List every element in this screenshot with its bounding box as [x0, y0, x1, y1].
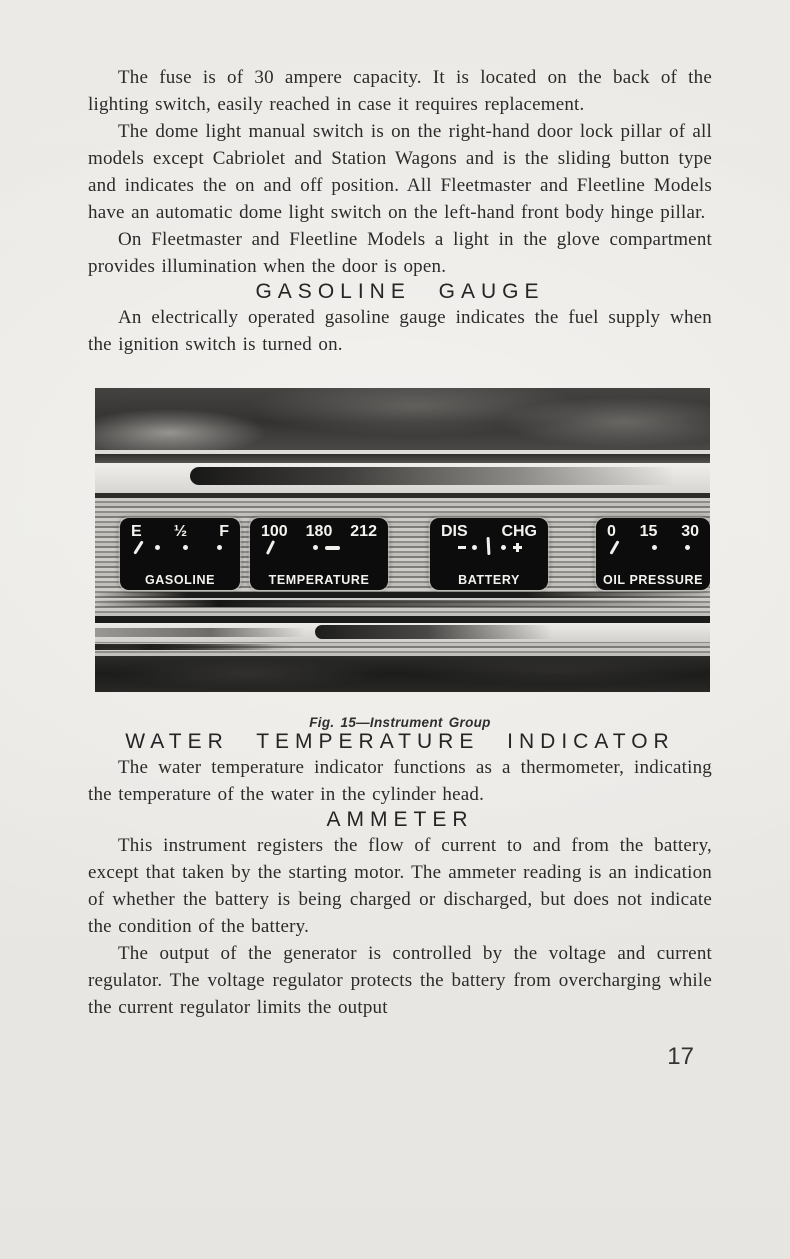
page-number: 17	[667, 1043, 694, 1070]
oil-scale-15: 15	[639, 523, 658, 540]
gasoline-gauge	[120, 518, 240, 590]
gasoline-gauge-window	[127, 523, 233, 571]
temperature-tick-dot	[313, 545, 318, 550]
lower-chrome-band	[95, 623, 710, 642]
gasoline-tick-dot	[155, 545, 160, 550]
temperature-tick-dash	[325, 546, 340, 550]
gasoline-tick-dot	[217, 545, 222, 550]
oil-scale-30: 30	[681, 523, 699, 540]
gasoline-needle	[133, 540, 143, 554]
upper-chrome-band	[95, 463, 710, 493]
paragraph-dome-light: The dome light manual switch is on the right-hand door lock pillar of all models except Cabriolet and Station Wagons and is the sliding button type and indicates the on and off position. All Fleetmaster and Fleetline Models have an automatic dome light switch on the left-hand front body hinge pillar.	[88, 121, 712, 223]
temperature-gauge	[250, 518, 388, 590]
heading-water-temperature: WATER TEMPERATURE INDICATOR	[125, 730, 675, 753]
battery-plus-mark	[513, 543, 522, 552]
battery-scale-charge: CHG	[501, 523, 537, 540]
battery-scale-discharge: DIS	[441, 523, 468, 540]
gasoline-tick-dot	[183, 545, 188, 550]
oil-tick-dot	[652, 545, 657, 550]
figure-instrument-group	[88, 388, 712, 730]
temperature-scale-100: 100	[261, 523, 288, 540]
lower-left-shade	[95, 628, 305, 637]
gauge-cluster	[95, 518, 710, 590]
oil-pressure-needle	[609, 540, 619, 554]
oil-pressure-gauge	[596, 518, 710, 590]
gasoline-scale-full: F	[219, 523, 229, 540]
battery-gauge	[430, 518, 548, 590]
figure-caption: Fig. 15—Instrument Group	[309, 715, 491, 730]
paragraph-water-temperature: The water temperature indicator functions as a thermometer, indicating the temperature of the water in the cylinder head.	[88, 757, 712, 805]
upper-shadow-sweep	[190, 467, 695, 485]
heading-gasoline-gauge: GASOLINE GAUGE	[255, 280, 545, 303]
chrome-shadow-streak	[95, 600, 710, 607]
temperature-gauge-window	[257, 523, 381, 571]
temperature-scale-180: 180	[305, 523, 333, 540]
paragraph-gasoline-gauge: An electrically operated gasoline gauge indicates the fuel supply when the ignition switch is turned on.	[88, 307, 712, 355]
oil-scale-0: 0	[607, 523, 616, 540]
lower-shadow-sweep	[315, 625, 565, 639]
battery-tick-dot	[501, 545, 506, 550]
battery-minus-mark	[458, 546, 466, 549]
temperature-needle	[266, 540, 275, 555]
oil-pressure-gauge-label: OIL PRESSURE	[603, 572, 704, 587]
gasoline-gauge-label: GASOLINE	[144, 572, 216, 587]
temperature-scale-212: 212	[350, 523, 377, 540]
molding-shadow-band	[95, 454, 710, 463]
oil-tick-dot	[685, 545, 690, 550]
divider-dark-line	[95, 493, 710, 498]
dashboard-top-molding	[95, 388, 710, 450]
lower-dark-line	[95, 616, 710, 623]
instrument-panel-photo	[95, 388, 710, 692]
paragraph-ammeter-1: This instrument registers the flow of current to and from the battery, except that taken by the starting motor. The ammeter reading is an indication of whether the battery is being charged or discharged, but does not indicate the condition of the battery.	[88, 835, 712, 937]
chrome-shadow-streak	[95, 644, 275, 650]
paragraph-ammeter-2: The output of the generator is controlled by the voltage and current regulator. The voltage regulator protects the battery from overcharging while the current regulator limits the output	[88, 943, 712, 1018]
battery-gauge-window	[437, 523, 541, 571]
battery-gauge-label: BATTERY	[458, 572, 520, 587]
gasoline-scale-half: ½	[173, 523, 188, 540]
paragraph-glove-light: On Fleetmaster and Fleetline Models a light in the glove compartment provides illumination when the door is open.	[88, 229, 712, 277]
gasoline-scale-empty: E	[131, 523, 142, 540]
chrome-shadow-streak	[95, 592, 710, 598]
battery-tick-dot	[472, 545, 477, 550]
dashboard-bottom-band	[95, 656, 710, 692]
temperature-gauge-label: TEMPERATURE	[268, 572, 370, 587]
heading-ammeter: AMMETER	[326, 808, 474, 831]
paragraph-fuse: The fuse is of 30 ampere capacity. It is located on the back of the lighting switch, easily reached in case it requires replacement.	[88, 67, 712, 115]
battery-needle	[487, 537, 491, 555]
oil-pressure-gauge-window	[603, 523, 703, 571]
